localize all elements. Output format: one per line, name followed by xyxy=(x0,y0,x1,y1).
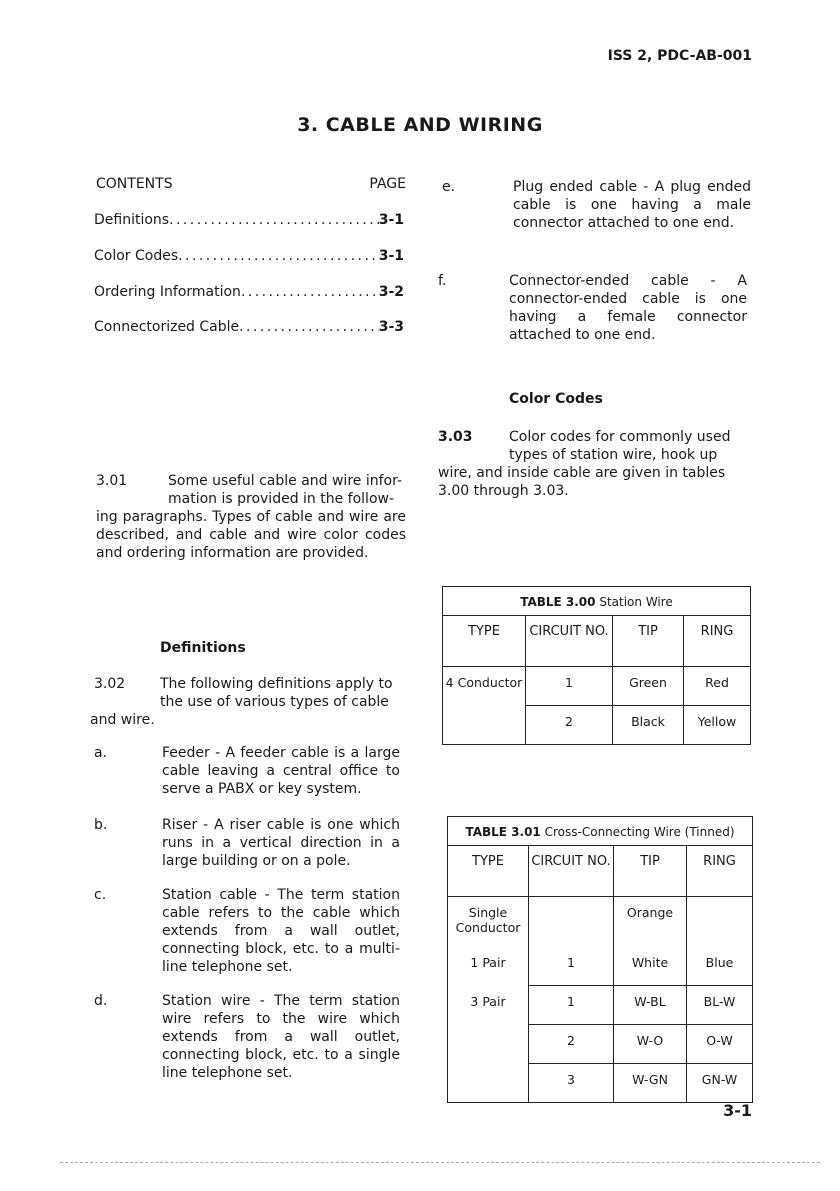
paragraph-3-01-body: ing paragraphs. Types of cable and wire are described, and cable and wire color codes and ordering information are provided. xyxy=(96,509,406,561)
column-header: TYPE xyxy=(443,616,526,667)
item-letter: f. xyxy=(438,273,447,289)
toc-page: 3-2 xyxy=(378,284,404,300)
table-cell xyxy=(443,706,526,745)
column-header: RING xyxy=(684,616,751,667)
toc-label: Color Codes xyxy=(94,248,179,264)
table-row xyxy=(448,1025,753,1064)
toc-page: 3-1 xyxy=(378,212,404,228)
paragraph-number: 3.02 xyxy=(94,676,126,692)
table-number: TABLE 3.00 xyxy=(520,595,596,609)
table-cell: 2 xyxy=(526,706,613,745)
table-row xyxy=(443,706,751,745)
toc-entry-definitions[interactable] xyxy=(94,212,404,228)
paragraph-3-03-body: wire, and inside cable are given in tables 3.00 through 3.03. xyxy=(438,465,726,499)
table-cell xyxy=(448,1025,529,1064)
paragraph-3-01-line2: mation is provided in the follow- xyxy=(168,491,395,507)
item-letter: d. xyxy=(94,993,108,1009)
column-header: TYPE xyxy=(448,846,529,897)
table-cell: White xyxy=(614,947,687,986)
toc-entry-ordering-information[interactable] xyxy=(94,284,404,300)
column-header: CIRCUIT NO. xyxy=(529,846,614,897)
paragraph-3-02-line2: the use of various types of cable xyxy=(160,694,389,710)
table-cell: 1 Pair xyxy=(448,947,529,986)
table-row xyxy=(448,1064,753,1103)
item-letter: a. xyxy=(94,745,108,761)
table-cell: W-O xyxy=(614,1025,687,1064)
table-cell: BL-W xyxy=(687,986,753,1025)
table-cell: 2 xyxy=(529,1025,614,1064)
table-cell: 3 Pair xyxy=(448,986,529,1025)
toc-label: Connectorized Cable xyxy=(94,319,240,335)
table-3-01-cross-connecting-wire xyxy=(447,816,753,1103)
column-header: CIRCUIT NO. xyxy=(526,616,613,667)
paragraph-3-02-body: and wire. xyxy=(90,712,155,728)
definition-feeder: Feeder - A feeder cable is a large cable leaving a central office to serve a PABX or key system. xyxy=(162,745,400,797)
column-header: RING xyxy=(687,846,753,897)
column-header: TIP xyxy=(613,616,684,667)
column-header: TIP xyxy=(614,846,687,897)
table-row xyxy=(448,947,753,986)
toc-page: 3-1 xyxy=(378,248,404,264)
toc-entry-color-codes[interactable] xyxy=(94,248,404,264)
table-cell: 1 xyxy=(529,986,614,1025)
table-row xyxy=(448,897,753,948)
definitions-heading: Definitions xyxy=(160,640,246,656)
toc-label: Ordering Information xyxy=(94,284,241,300)
table-cell: Single Conductor xyxy=(448,897,529,948)
table-caption xyxy=(448,817,753,846)
toc-page: 3-3 xyxy=(378,319,404,335)
page-number: 3-1 xyxy=(723,1101,752,1120)
item-letter: e. xyxy=(442,179,456,195)
table-cell: Orange xyxy=(614,897,687,948)
table-cell: 1 xyxy=(526,667,613,706)
color-codes-heading: Color Codes xyxy=(509,391,603,407)
page-title: 3. CABLE AND WIRING xyxy=(297,114,543,136)
table-cell: 3 xyxy=(529,1064,614,1103)
paragraph-3-03-line1: Color codes for commonly used xyxy=(509,429,731,445)
item-letter: c. xyxy=(94,887,107,903)
definition-station-wire: Station wire - The term station wire refers to the wire which extends from a wall outlet, connecting block, etc. to a single line telephone set. xyxy=(162,993,400,1081)
table-cell: Red xyxy=(684,667,751,706)
table-title: Station Wire xyxy=(599,595,673,609)
table-cell: Blue xyxy=(687,947,753,986)
table-number: TABLE 3.01 xyxy=(465,825,541,839)
toc-label: Definitions xyxy=(94,212,170,228)
table-3-00-station-wire xyxy=(442,586,751,745)
table-caption xyxy=(443,587,751,616)
definition-station-cable: Station cable - The term station cable refers to the cable which extends from a wall outlet, connecting block, etc. to a multi-line telephone set. xyxy=(162,887,400,975)
table-cell: W-BL xyxy=(614,986,687,1025)
table-row xyxy=(448,986,753,1025)
definition-connector-ended-cable: Connector-ended cable - A connector-ended cable is one having a female connector attached to one end. xyxy=(509,273,747,343)
table-title: Cross-Connecting Wire (Tinned) xyxy=(544,825,735,839)
paragraph-3-03-line2: types of station wire, hook up xyxy=(509,447,718,463)
page-column-heading: PAGE xyxy=(369,176,406,192)
table-cell: Green xyxy=(613,667,684,706)
table-cell: GN-W xyxy=(687,1064,753,1103)
definition-riser: Riser - A riser cable is one which runs in a vertical direction in a large building or on a pole. xyxy=(162,817,400,869)
table-cell xyxy=(529,897,614,948)
table-cell: W-GN xyxy=(614,1064,687,1103)
paragraph-number: 3.03 xyxy=(438,429,473,445)
table-cell: 4 Conductor xyxy=(443,667,526,706)
table-cell: Yellow xyxy=(684,706,751,745)
definition-plug-ended-cable: Plug ended cable - A plug ended cable is one having a male connector attached to one end. xyxy=(513,179,751,231)
item-letter: b. xyxy=(94,817,108,833)
paragraph-3-02-line1: The following definitions apply to xyxy=(160,676,393,692)
paragraph-number: 3.01 xyxy=(96,473,128,489)
table-cell xyxy=(448,1064,529,1103)
document-id: ISS 2, PDC-AB-001 xyxy=(607,48,752,64)
table-cell xyxy=(687,897,753,948)
toc-entry-connectorized-cable[interactable] xyxy=(94,319,404,335)
table-cell: O-W xyxy=(687,1025,753,1064)
table-cell: Black xyxy=(613,706,684,745)
table-cell: 1 xyxy=(529,947,614,986)
scan-edge-line xyxy=(60,1162,820,1164)
contents-heading: CONTENTS xyxy=(96,176,173,192)
paragraph-3-01-line1: Some useful cable and wire infor- xyxy=(168,473,403,489)
table-row xyxy=(443,667,751,706)
contents-header xyxy=(96,176,406,192)
